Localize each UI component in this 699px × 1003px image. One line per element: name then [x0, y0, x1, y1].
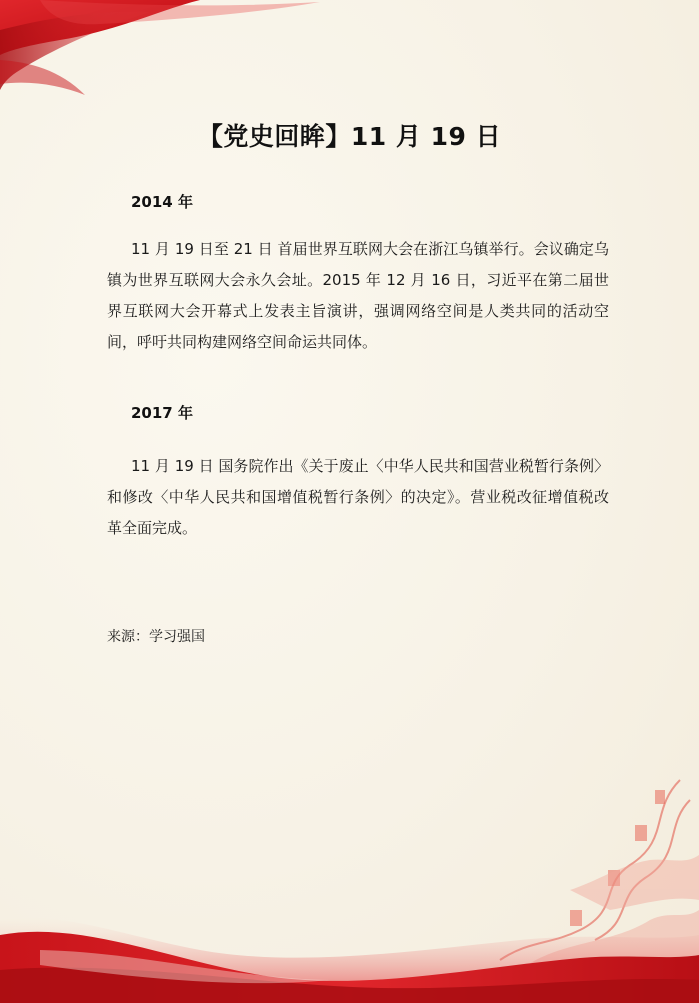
- red-ribbon-top-decoration: [0, 0, 330, 110]
- section-year-2014: 2014 年: [131, 193, 193, 211]
- section-paragraph-2017: 11 月 19 日 国务院作出《关于废止〈中华人民共和国营业税暂行条例〉和修改〈中华人民共和国增值税暂行条例〉的决定》。营业税改征增值税改革全面完成。: [107, 457, 609, 537]
- page-title: 【党史回眸】11 月 19 日: [197, 122, 502, 151]
- section-year-2017: 2017 年: [131, 404, 193, 422]
- red-ribbon-bottom-decoration: [0, 880, 699, 1003]
- section-paragraph-2014: 11 月 19 日至 21 日 首届世界互联网大会在浙江乌镇举行。会议确定乌镇为世界互联网大会永久会址。2015 年 12 月 16 日，习近平在第二届世界互联网大会开幕式上发表主旨演讲，强调网络空间是人类共同的活动空间，呼吁共同构建网络空间命运共同体。: [107, 240, 609, 351]
- source-credit: 来源：学习强国: [107, 629, 205, 645]
